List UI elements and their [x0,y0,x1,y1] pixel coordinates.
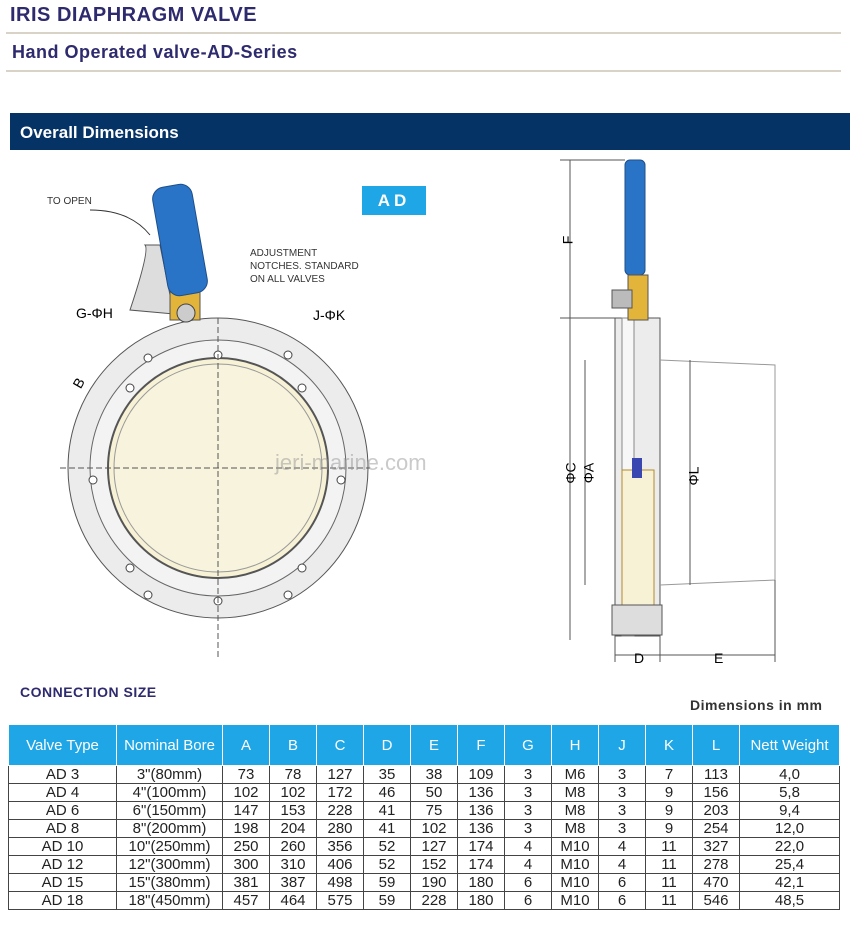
table-cell: 3 [505,784,552,802]
table-cell: 42,1 [740,874,840,892]
table-cell: 59 [364,874,411,892]
table-cell: 228 [411,892,458,910]
table-cell: 3 [599,820,646,838]
side-view [560,160,775,662]
table-cell: 9,4 [740,802,840,820]
label-j-k: J-ΦK [313,307,346,323]
column-header: E [411,725,458,766]
table-cell: 102 [223,784,270,802]
table-cell: 75 [411,802,458,820]
table-cell: 4 [599,838,646,856]
column-header: C [317,725,364,766]
column-header: Nominal Bore [117,725,223,766]
table-row [9,802,840,820]
table-cell: 5,8 [740,784,840,802]
table-cell: 73 [223,766,270,784]
table-cell: 3 [599,784,646,802]
table-cell: 4 [505,838,552,856]
table-cell: 59 [364,892,411,910]
column-header: K [646,725,693,766]
table-cell: 3 [599,802,646,820]
table-cell: M8 [552,820,599,838]
divider [6,70,841,72]
table-cell: 3 [505,802,552,820]
table-cell: 3 [599,766,646,784]
table-cell: 6 [599,874,646,892]
table-cell: 102 [411,820,458,838]
table-cell: 12,0 [740,820,840,838]
table-cell: 260 [270,838,317,856]
dimensions-table [8,724,840,910]
adjust-line: ADJUSTMENT [250,248,318,259]
table-cell: 280 [317,820,364,838]
table-cell: 7 [646,766,693,784]
table-cell: M8 [552,802,599,820]
table-cell: 127 [317,766,364,784]
table-cell: 406 [317,856,364,874]
table-cell: 15"(380mm) [117,874,223,892]
table-row [9,784,840,802]
table-row [9,856,840,874]
watermark: jeri-marine.com [275,450,427,475]
label-d: D [634,650,645,666]
table-cell: 204 [270,820,317,838]
table-cell: 6"(150mm) [117,802,223,820]
table-cell: 8"(200mm) [117,820,223,838]
table-cell: 156 [693,784,740,802]
table-cell: 387 [270,874,317,892]
table-cell: 575 [317,892,364,910]
table-cell: 152 [411,856,458,874]
table-cell: 6 [505,874,552,892]
column-header: H [552,725,599,766]
column-header: A [223,725,270,766]
table-cell: 180 [458,874,505,892]
table-cell: 4,0 [740,766,840,784]
table-cell: 12"(300mm) [117,856,223,874]
section-header [10,113,850,150]
table-cell: 41 [364,820,411,838]
table-cell: 11 [646,838,693,856]
table-cell: 254 [693,820,740,838]
table-cell: 41 [364,802,411,820]
units-note: Dimensions in mm [690,697,823,713]
table-cell: 102 [270,784,317,802]
table-cell: 22,0 [740,838,840,856]
table-cell: 4"(100mm) [117,784,223,802]
table-cell: 3"(80mm) [117,766,223,784]
adjust-line: NOTCHES. STANDARD [250,261,359,272]
table-cell: M10 [552,874,599,892]
table-cell: 153 [270,802,317,820]
to-open-label: TO OPEN [47,196,92,207]
table-row [9,820,840,838]
table-cell: 381 [223,874,270,892]
table-cell: 147 [223,802,270,820]
column-header: B [270,725,317,766]
column-header: G [505,725,552,766]
label-b: B [69,374,88,392]
table-cell: 25,4 [740,856,840,874]
table-cell: 250 [223,838,270,856]
table-cell: M6 [552,766,599,784]
table-cell: 35 [364,766,411,784]
table-cell: 180 [458,892,505,910]
table-cell: 52 [364,856,411,874]
table-cell: 50 [411,784,458,802]
table-cell: AD 12 [9,856,117,874]
table-cell: 6 [505,892,552,910]
table-cell: 300 [223,856,270,874]
table-cell: AD 6 [9,802,117,820]
table-cell: 18"(450mm) [117,892,223,910]
page-title: IRIS DIAPHRAGM VALVE [10,4,258,26]
connection-size-title: CONNECTION SIZE [20,684,157,700]
table-cell: AD 8 [9,820,117,838]
table-cell: 327 [693,838,740,856]
table-cell: 11 [646,892,693,910]
label-e: E [714,650,724,666]
table-cell: 546 [693,892,740,910]
table-cell: 38 [411,766,458,784]
table-cell: 3 [505,820,552,838]
table-row [9,874,840,892]
table-cell: AD 10 [9,838,117,856]
divider [6,32,841,34]
table-cell: 9 [646,784,693,802]
table-cell: 10"(250mm) [117,838,223,856]
table-cell: 109 [458,766,505,784]
table-cell: 113 [693,766,740,784]
label-a: ΦA [580,462,597,484]
column-header: J [599,725,646,766]
table-cell: 172 [317,784,364,802]
table-cell: 136 [458,802,505,820]
table-cell: 11 [646,874,693,892]
section-title: Overall Dimensions [20,123,179,142]
table-cell: 78 [270,766,317,784]
table-cell: M8 [552,784,599,802]
table-cell: 498 [317,874,364,892]
table-row [9,838,840,856]
table-cell: 136 [458,820,505,838]
column-header: F [458,725,505,766]
label-f: F [559,235,576,245]
page-subtitle: Hand Operated valve-AD-Series [12,42,298,62]
label-g-h: G-ΦH [76,305,113,321]
table-cell: 356 [317,838,364,856]
column-header: D [364,725,411,766]
table-cell: 4 [505,856,552,874]
table-cell: 52 [364,838,411,856]
model-badge: AD [362,186,426,215]
table-cell: 457 [223,892,270,910]
table-row [9,892,840,910]
table-cell: AD 4 [9,784,117,802]
table-cell: AD 18 [9,892,117,910]
table-cell: 3 [505,766,552,784]
valve-drawing [0,150,850,670]
table-cell: M10 [552,892,599,910]
table-cell: 6 [599,892,646,910]
table-cell: 278 [693,856,740,874]
table-cell: 190 [411,874,458,892]
label-l: ΦL [685,466,702,486]
adjust-line: ON ALL VALVES [250,274,325,285]
table-cell: 470 [693,874,740,892]
table-cell: 310 [270,856,317,874]
adjustment-note [250,247,359,286]
table-cell: 9 [646,820,693,838]
table-cell: 48,5 [740,892,840,910]
column-header: Valve Type [9,725,117,766]
table-header-row [9,725,840,766]
column-header: Nett Weight [740,725,840,766]
table-row [9,766,840,784]
table-cell: 198 [223,820,270,838]
table-cell: 174 [458,838,505,856]
table-cell: AD 3 [9,766,117,784]
table-cell: 46 [364,784,411,802]
table-cell: 464 [270,892,317,910]
table-cell: AD 15 [9,874,117,892]
table-cell: 174 [458,856,505,874]
table-cell: 9 [646,802,693,820]
table-cell: 4 [599,856,646,874]
table-cell: 127 [411,838,458,856]
table-cell: 203 [693,802,740,820]
column-header: L [693,725,740,766]
label-c: ΦC [562,462,579,484]
table-cell: M10 [552,856,599,874]
table-cell: 11 [646,856,693,874]
table-cell: M10 [552,838,599,856]
table-cell: 228 [317,802,364,820]
table-cell: 136 [458,784,505,802]
